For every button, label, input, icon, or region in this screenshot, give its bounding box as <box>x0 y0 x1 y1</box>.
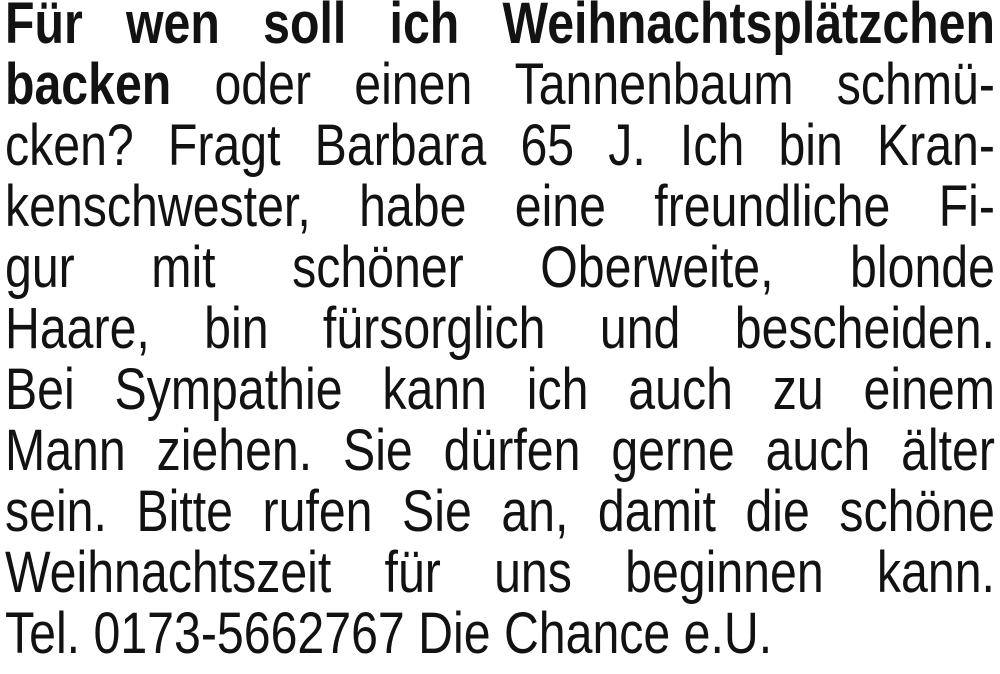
ad-line <box>5 359 995 420</box>
ad-line <box>5 0 995 54</box>
ad-line <box>5 54 995 115</box>
ad-line <box>5 542 995 603</box>
ad-line-regular-text: cken? Fragt Barbara 65 J. Ich bin Kran- <box>5 113 995 178</box>
ad-line-regular-text: gur mit schöner Oberweite, blonde <box>5 235 995 300</box>
ad-line-regular-text: Bei Sympathie kann ich auch zu einem <box>5 357 995 422</box>
ad-text-block <box>5 0 995 664</box>
ad-line-regular-text: Weihnachtszeit für uns beginnen kann. <box>5 540 995 605</box>
ad-line <box>5 481 995 542</box>
ad-line-bold-text: backen <box>5 52 172 117</box>
ad-line-regular-text: Tel. 0173-5662767 Die Chance e.U. <box>5 601 773 666</box>
ad-line <box>5 237 995 298</box>
ad-line-regular-text: Haare, bin fürsorglich und bescheiden. <box>5 296 995 361</box>
ad-line-regular-text: oder einen Tannenbaum schmü- <box>171 52 995 117</box>
ad-line <box>5 115 995 176</box>
ad-line-regular-text: sein. Bitte rufen Sie an, damit die schöne <box>5 479 995 544</box>
ad-line-bold-text: Für wen soll ich Weihnachtsplätzchen <box>5 0 995 56</box>
ad-line-regular-text: Mann ziehen. Sie dürfen gerne auch älter <box>5 418 995 483</box>
ad-line <box>5 298 995 359</box>
ad-line <box>5 176 995 237</box>
ad-line-contact <box>5 603 995 664</box>
ad-line <box>5 420 995 481</box>
ad-line-regular-text: kenschwester, habe eine freundliche Fi- <box>5 174 995 239</box>
